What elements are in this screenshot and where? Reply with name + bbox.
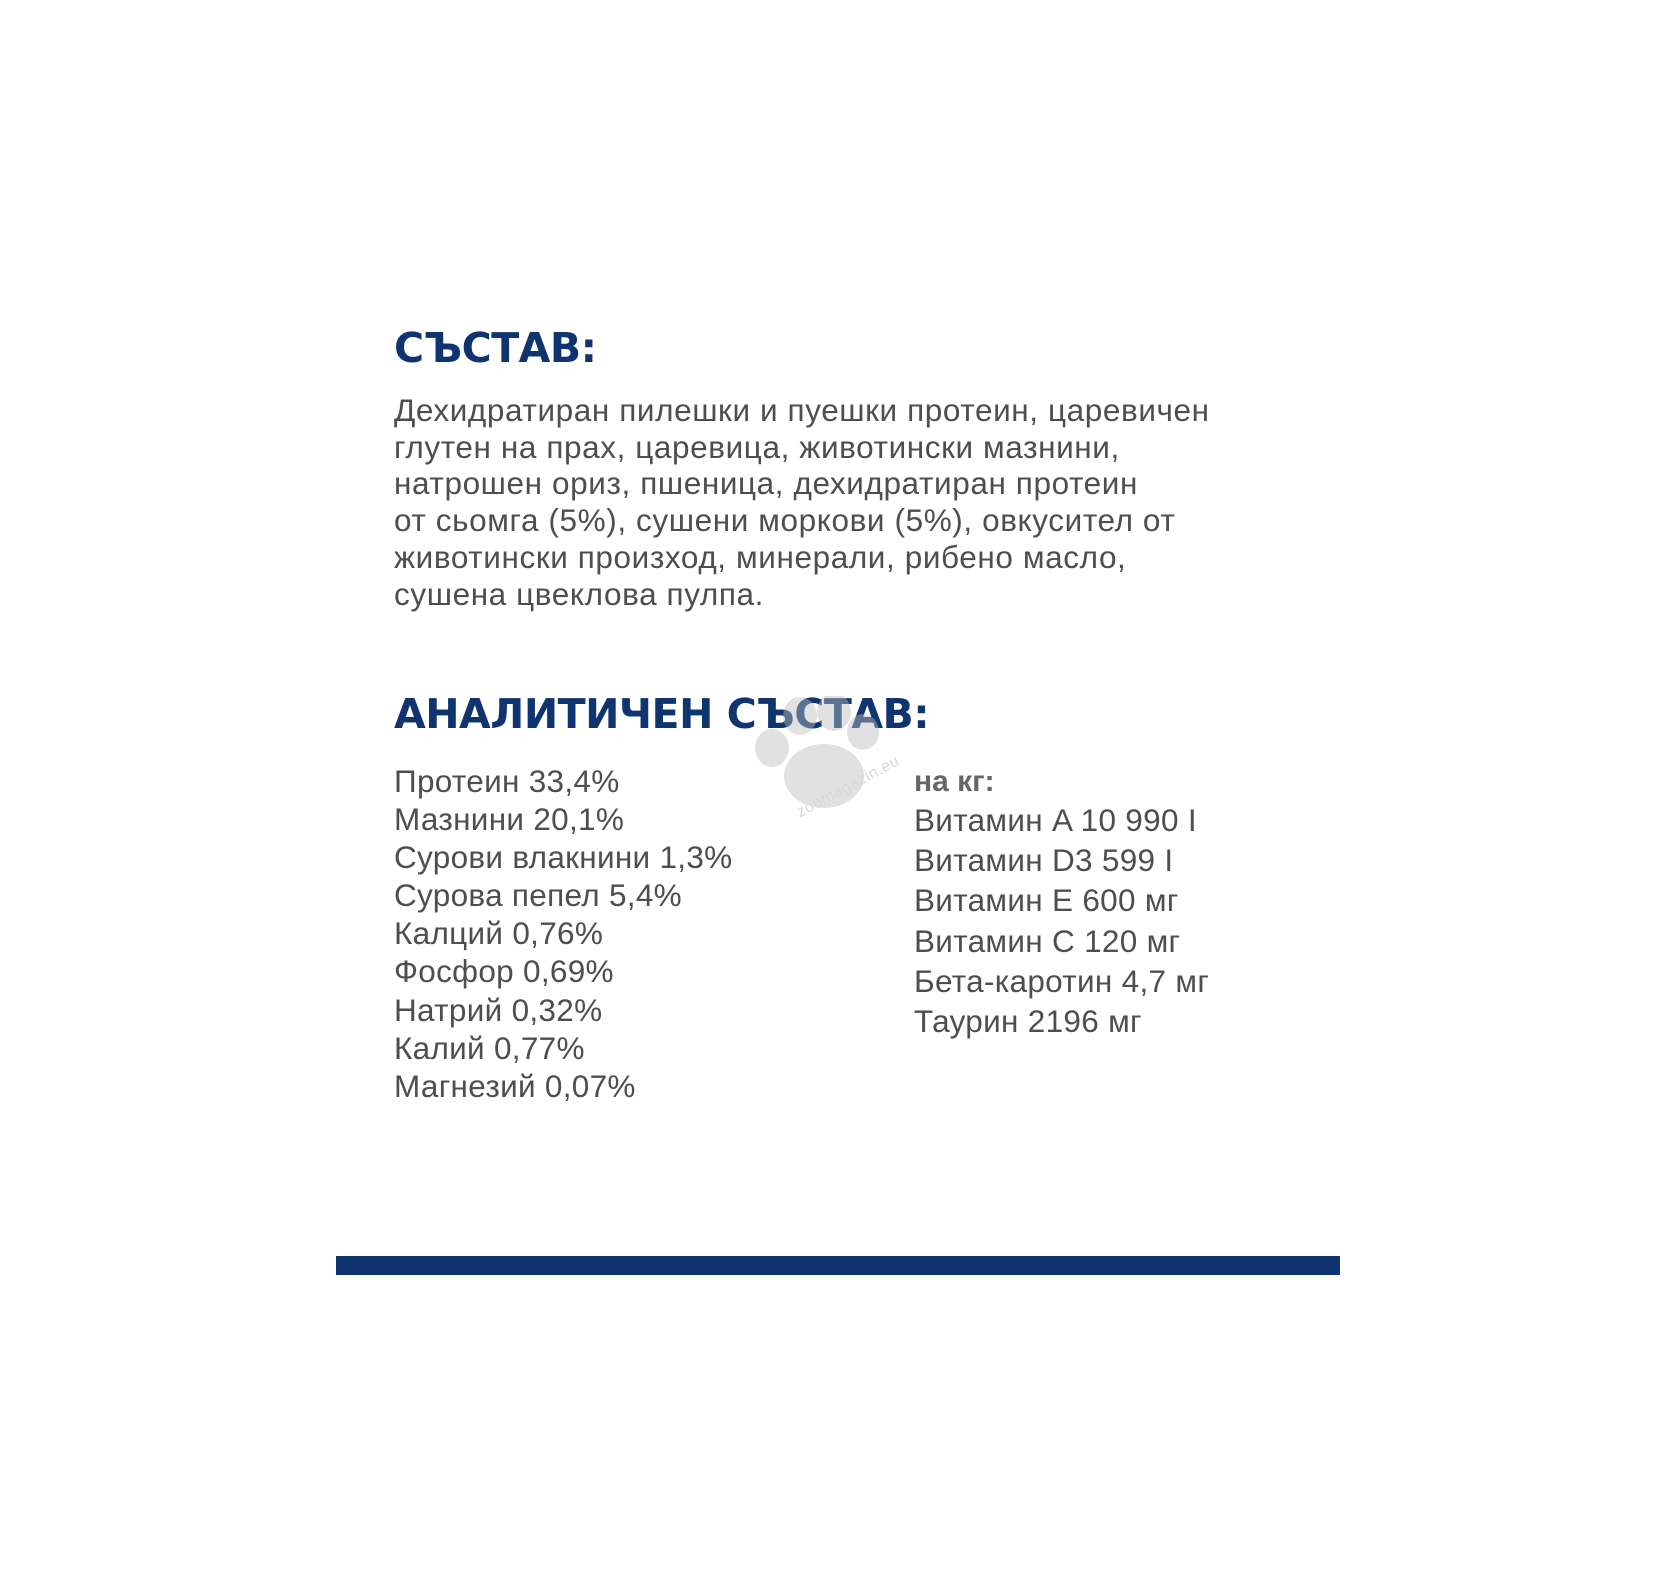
analytical-item: Фосфор 0,69%: [394, 953, 614, 990]
ingredients-line: натрошен ориз, пшеница, дехидратиран протеин: [394, 465, 1138, 502]
vitamin-item: Витамин A 10 990 I: [914, 802, 1197, 838]
analytical-heading: АНАЛИТИЧЕН СЪСТАВ:: [394, 690, 930, 738]
watermark-text: zoomagazin.eu: [794, 752, 903, 822]
divider-bar: [336, 1256, 1340, 1275]
analytical-item: Мазнини 20,1%: [394, 801, 625, 838]
analytical-item: Калий 0,77%: [394, 1029, 585, 1066]
analytical-list: [394, 762, 733, 1105]
ingredients-line: от сьомга (5%), сушени моркови (5%), овкусител от: [394, 502, 1176, 539]
ingredients-line: животински произход, минерали, рибено масло,: [394, 538, 1127, 575]
ingredients-line: сушена цвеклова пулпа.: [394, 575, 764, 612]
analytical-item: Магнезий 0,07%: [394, 1067, 636, 1104]
analytical-item: Сурови влакнини 1,3%: [394, 839, 733, 876]
composition-heading: СЪСТАВ:: [394, 324, 597, 372]
ingredients-line: Дехидратиран пилешки и пуешки протеин, царевичен: [394, 392, 1210, 428]
analytical-item: Натрий 0,32%: [394, 991, 603, 1028]
analytical-item: Калций 0,76%: [394, 915, 604, 952]
vitamin-item: Таурин 2196 мг: [914, 1003, 1142, 1040]
ingredients-line: глутен на прах, царевица, животински мазнини,: [394, 428, 1120, 465]
per-kg-label: на кг:: [914, 765, 995, 798]
ingredients-text: [394, 392, 1324, 612]
vitamin-item: Витамин С 120 мг: [914, 922, 1181, 959]
vitamin-item: Бета-каротин 4,7 мг: [914, 962, 1210, 999]
analytical-item: Сурова пепел 5,4%: [394, 877, 682, 914]
vitamin-item: Витамин Е 600 мг: [914, 882, 1179, 919]
vitamin-item: Витамин D3 599 I: [914, 842, 1174, 879]
analytical-item: Протеин 33,4%: [394, 763, 620, 799]
vitamins-list: [914, 800, 1209, 1041]
watermark: [752, 696, 902, 856]
